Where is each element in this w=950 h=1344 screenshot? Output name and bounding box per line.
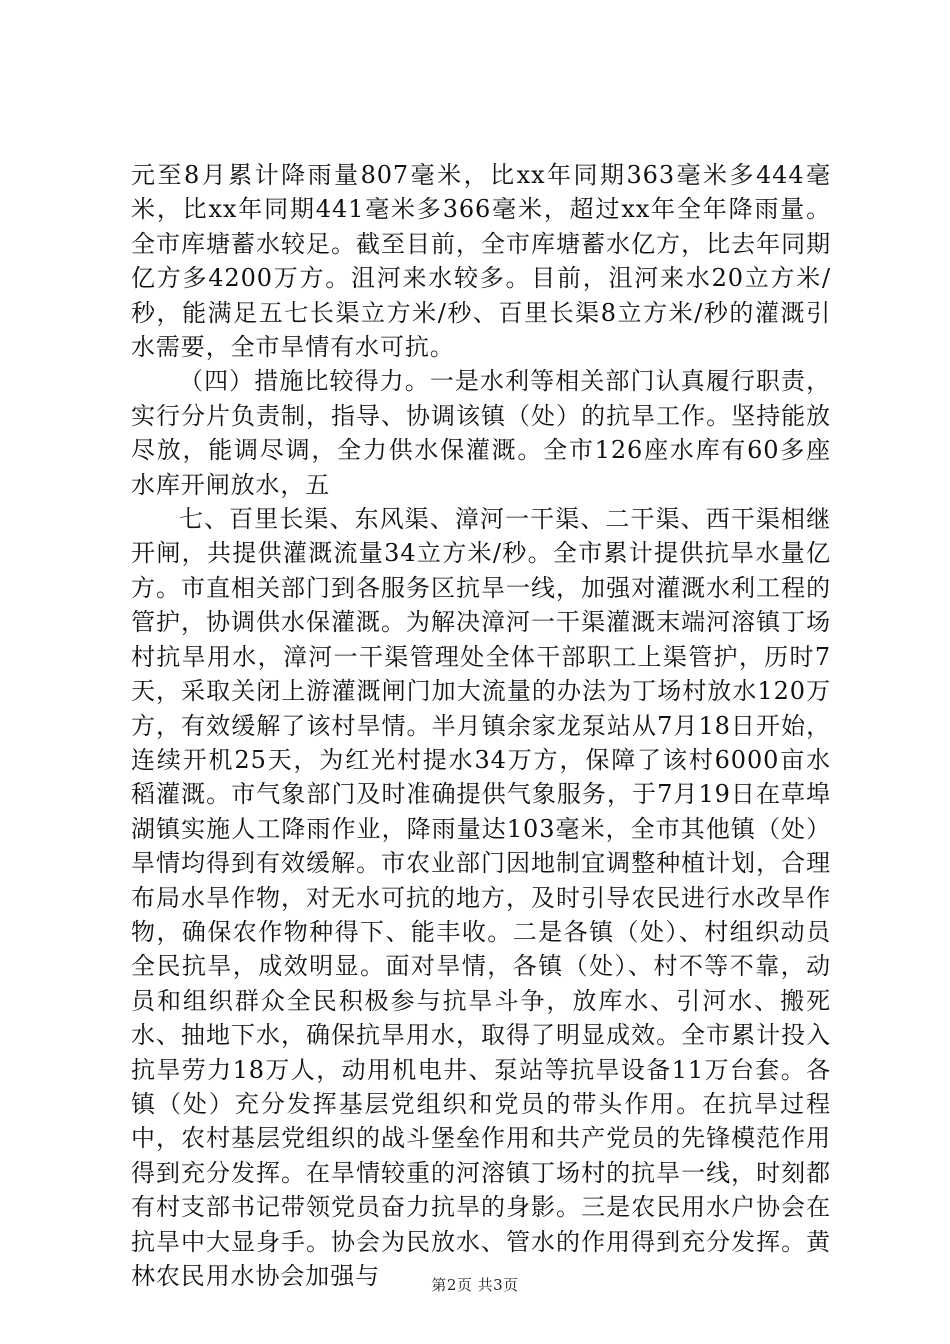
paragraph-canals-and-drought-relief: 七、百里长渠、东风渠、漳河一干渠、二干渠、西干渠相继开闸，共提供灌溉流量34立方米/秒。全市累计提供抗旱水量亿方。市直相关部门到各服务区抗旱一线，加强对灌溉水利工程的管护，协调供水保灌溉。为解决漳河一干渠灌溉末端河溶镇丁场村抗旱用水，漳河一干渠管理处全体干部职工上渠管护，历时7天，采取关闭上游灌溉闸门加大流量的办法为丁场村放水120万方，有效缓解了该村旱情。半月镇余家龙泵站从7月18日开始，连续开机25天，为红光村提水34万方，保障了该村6000亩水稻灌溉。市气象部门及时准确提供气象服务，于7月19日在草埠湖镇实施人工降雨作业，降雨量达103毫米，全市其他镇（处）旱情均得到有效缓解。市农业部门因地制宜调整种植计划，合理布局水旱作物，对无水可抗的地方，及时引导农民进行水改旱作物，确保农作物种得下、能丰收。二是各镇（处）、村组织动员全民抗旱，成效明显。面对旱情，各镇（处）、村不等不靠，动员和组织群众全民积极参与抗旱斗争，放库水、引河水、搬死水、抽地下水，确保抗旱用水，取得了明显成效。全市累计投入抗旱劳力18万人，动用机电井、泵站等抗旱设备11万台套。各镇（处）充分发挥基层党组织和党员的带头作用。在抗旱过程中，农村基层党组织的战斗堡垒作用和共产党员的先锋模范作用得到充分发挥。在旱情较重的河溶镇丁场村的抗旱一线，时刻都有村支部书记带领党员奋力抗旱的身影。三是农民用水户协会在抗旱中大显身手。协会为民放水、管水的作用得到充分发挥。黄林农民用水协会加强与: [131, 505, 831, 1290]
paragraph-rainfall-and-water-storage: 元至8月累计降雨量807毫米，比xx年同期363毫米多444毫米，比xx年同期441毫米多366毫米，超过xx年全年降雨量。全市库塘蓄水较足。截至目前，全市库塘蓄水亿方，比去年同期亿方多4200万方。沮河来水较多。目前，沮河来水20立方米/秒，能满足五七长渠立方米/秒、百里长渠8立方米/秒的灌溉引水需要，全市旱情有水可抗。: [131, 161, 831, 362]
document-body: [131, 158, 831, 1293]
page-footer: 第2页 共3页: [431, 1276, 519, 1294]
paragraph-measures-effective: （四）措施比较得力。一是水利等相关部门认真履行职责，实行分片负责制，指导、协调该镇（处）的抗旱工作。坚持能放尽放，能调尽调，全力供水保灌溉。全市126座水库有60多座水库开闸放水，五: [131, 367, 831, 499]
